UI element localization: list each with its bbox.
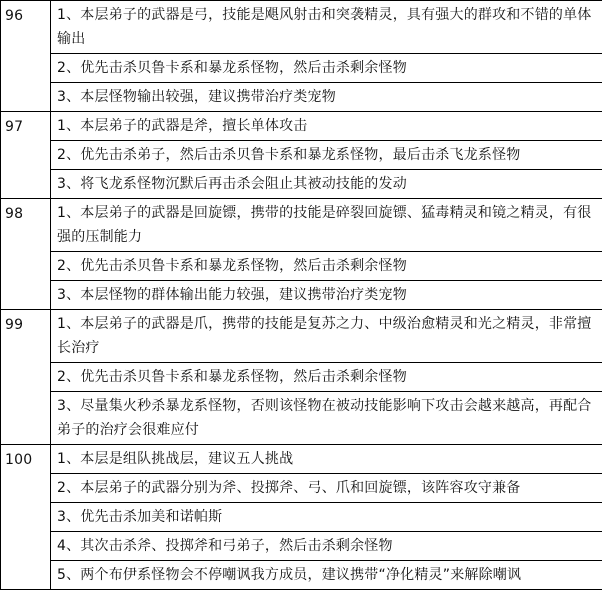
floor-tip: 5、两个布伊系怪物会不停嘲讽我方成员，建议携带“净化精灵”来解除嘲讽 (51, 561, 602, 590)
floor-number: 99 (1, 310, 51, 445)
floor-tip: 3、优先击杀加美和诺帕斯 (51, 503, 602, 532)
table-row (1, 503, 602, 532)
floor-tip: 1、本层是组队挑战层，建议五人挑战 (51, 445, 602, 474)
floor-tip: 2、优先击杀贝鲁卡系和暴龙系怪物，然后击杀剩余怪物 (51, 252, 602, 281)
floor-tip: 1、本层弟子的武器是斧，擅长单体攻击 (51, 112, 602, 141)
floor-number: 97 (1, 112, 51, 199)
floor-tip: 3、本层怪物输出较强，建议携带治疗类宠物 (51, 83, 602, 112)
table-row (1, 392, 602, 445)
table-row (1, 112, 602, 141)
floor-tip: 1、本层弟子的武器是爪，携带的技能是复苏之力、中级治愈精灵和光之精灵，非常擅长治疗 (51, 310, 602, 363)
table-row (1, 54, 602, 83)
floor-tip: 2、优先击杀贝鲁卡系和暴龙系怪物，然后击杀剩余怪物 (51, 54, 602, 83)
table-row (1, 141, 602, 170)
floor-tip: 3、尽量集火秒杀暴龙系怪物，否则该怪物在被动技能影响下攻击会越来越高，再配合弟子的治疗会很难应付 (51, 392, 602, 445)
table-row (1, 83, 602, 112)
table-row (1, 561, 602, 590)
floor-tip: 1、本层弟子的武器是回旋镖，携带的技能是碎裂回旋镖、猛毒精灵和镜之精灵，有很强的压制能力 (51, 199, 602, 252)
table-row (1, 474, 602, 503)
table-row (1, 532, 602, 561)
floor-tip: 4、其次击杀斧、投掷斧和弓弟子，然后击杀剩余怪物 (51, 532, 602, 561)
table-row (1, 170, 602, 199)
floor-tip: 2、优先击杀贝鲁卡系和暴龙系怪物，然后击杀剩余怪物 (51, 363, 602, 392)
floor-tip: 3、本层怪物的群体输出能力较强，建议携带治疗类宠物 (51, 281, 602, 310)
table-row (1, 281, 602, 310)
floor-number: 96 (1, 1, 51, 112)
floor-tip: 3、将飞龙系怪物沉默后再击杀会阻止其被动技能的发动 (51, 170, 602, 199)
floor-tip: 2、本层弟子的武器分别为斧、投掷斧、弓、爪和回旋镖，该阵容攻守兼备 (51, 474, 602, 503)
table-row (1, 1, 602, 54)
table-row (1, 310, 602, 363)
floor-tip: 2、优先击杀弟子，然后击杀贝鲁卡系和暴龙系怪物，最后击杀飞龙系怪物 (51, 141, 602, 170)
floor-tip: 1、本层弟子的武器是弓，技能是飓风射击和突袭精灵，具有强大的群攻和不错的单体输出 (51, 1, 602, 54)
floor-guide-body (1, 1, 602, 590)
table-row (1, 252, 602, 281)
table-row (1, 363, 602, 392)
floor-number: 98 (1, 199, 51, 310)
table-row (1, 445, 602, 474)
floor-number: 100 (1, 445, 51, 590)
table-row (1, 199, 602, 252)
